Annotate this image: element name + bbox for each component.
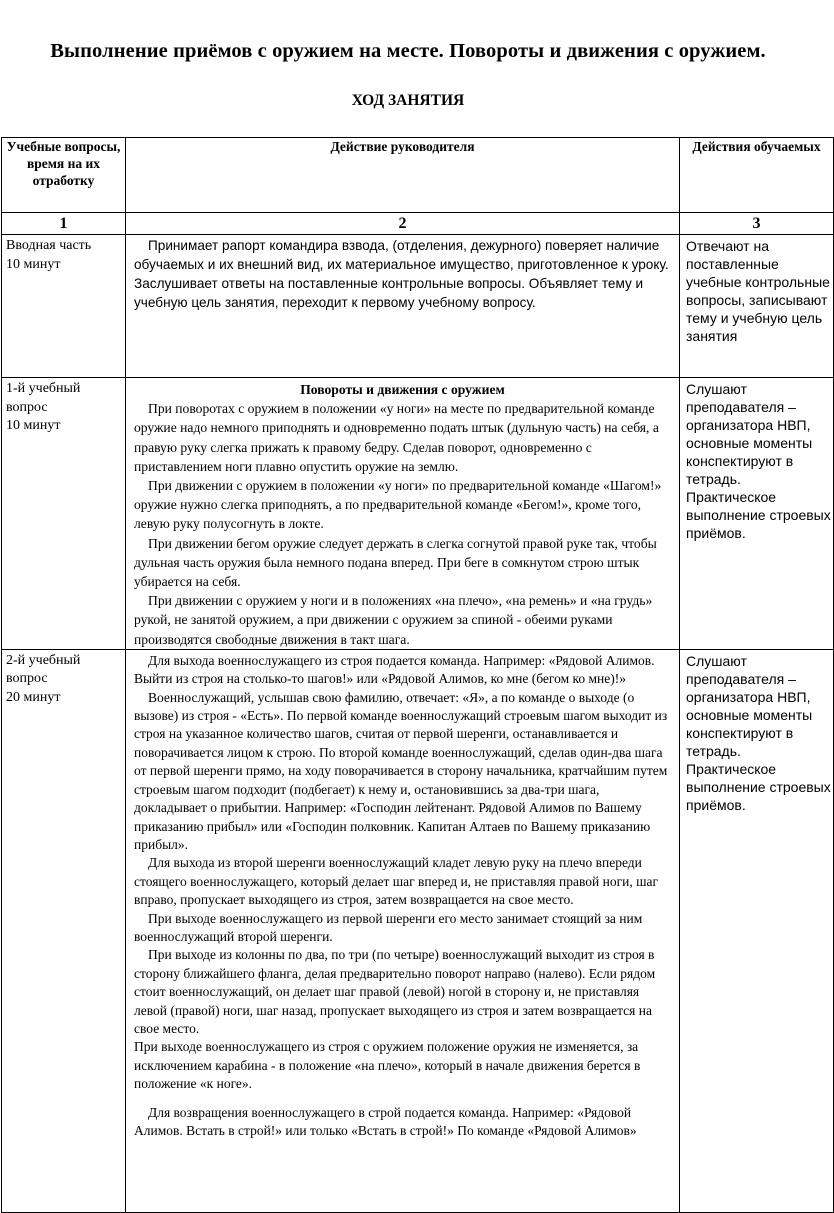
leader-cell [126,649,680,1212]
lesson-table [1,137,834,1213]
leader-cell [126,378,680,650]
question-cell [2,649,126,1212]
column-number: 1 [2,213,126,235]
header-questions: Учебные вопросы, время на их отработку [2,138,126,213]
students-cell: Отвечают на поставленные учебные контрольные вопросы, записывают тему и учебную цель занятия [680,235,834,378]
students-cell: Слушают преподавателя – организатора НВП, основные моменты конспектируют в тетрадь. Практическое выполнение строевых приёмов. [680,378,834,650]
leader-paragraph: При выходе из колонны по два, по три (по четыре) военнослужащий выходит из строя в сторону ближайшего фланга, делая предварительно поворот направо (налево). Если рядом стоит военнослужащий, он делает шаг правой (левой) ногой в сторону и, не приставляя левой (правой) ноги, шаг назад, пропускает выходящего из строя и затем возвращается на свое место. [134,947,656,1036]
leader-heading: Повороты и движения с оружием [300,382,505,397]
leader-paragraph: При поворотах с оружием в положении «у ноги» на месте по предварительной команде оружие надо немного приподнять и одновременно подать штык (дульную часть) на себя, а правую руку слегка прижать к правому бедру. Сделав поворот, одновременно с приставлением ноги плавно опустить оружие на землю. [134,401,659,474]
column-number: 3 [680,213,834,235]
leader-paragraph: При движении бегом оружие следует держать в слегка согнутой правой руке так, чтобы дульная часть оружия была немного подана вперед. При беге в сомкнутом строю штык убирается на себя. [134,535,657,590]
question-label: 2-й учебный вопрос [6,652,81,687]
question-label: 1-й учебный вопрос [6,381,81,415]
leader-paragraph: Для возвращения военнослужащего в строй подается команда. Например: «Рядовой Алимов. Встать в строй!» или только «Встать в строй!» По команде «Рядовой Алимов» [134,1104,637,1138]
column-number: 2 [126,213,680,235]
leader-paragraph: Военнослужащий, услышав свою фамилию, отвечает: «Я», а по команде о выходе (о вызове) из строя - «Есть». По первой команде военнослужащий строевым шагом выходит из строя на указанное количество шагов, считая от первой шеренги, останавливается и поворачивается лицом к строю. По второй команде военнослужащий, сделав один-два шага от первой шеренги прямо, на ходу поворачивается в сторону начальника, кратчайшим путем строевым шагом подходит (подбегает) к нему и, остановившись за два-три шага, докладывает о прибытии. Например: «Господин лейтенант. Рядовой Алимов по Вашему приказанию прибыл» или «Господин полковник. Капитан Алтаев по Вашему приказанию прибыл». [134,689,668,852]
students-cell: Слушают преподавателя – организатора НВП, основные моменты конспектируют в тетрадь. Практическое выполнение строевых приёмов. [680,649,834,1212]
leader-paragraph: Для выхода из второй шеренги военнослужащий кладет левую руку на плечо впереди стоящего военнослужащего, который делает шаг вперед и, не приставляя правой ноги, шаг вправо, пропускает выходящего из строя, затем возвращается на свое место. [134,855,659,908]
section-subtitle: ХОД ЗАНЯТИЯ [351,92,465,109]
leader-paragraph: При выходе военнослужащего из первой шеренги его место занимает стоящий за ним военнослужащий второй шеренги. [134,910,643,944]
table-row [2,378,834,650]
table-row [2,649,834,1212]
leader-paragraph: При выходе военнослужащего из строя с оружием положение оружия не изменяется, за исключением карабина - в положение «на плечо», который в начале движения берется в положение «к ноге». [134,1039,641,1092]
leader-paragraph: Принимает рапорт командира взвода, (отделения, дежурного) поверяет наличие обучаемых и их внешний вид, их материальное имущество, приготовленное к уроку. Заслушивает ответы на поставленные контрольные вопросы. Объявляет тему и учебную цель занятия, переходит к первому учебному вопросу. [134,238,669,310]
question-time: 10 минут [6,256,61,272]
leader-paragraph: При движении с оружием в положении «у ноги» по предварительной команде «Шагом!» оружие нужно слегка приподнять, а по предварительной команде «Бегом!», кроме того, левую руку полусогнуть в локте. [134,478,662,532]
header-student-actions: Действия обучаемых [680,138,834,213]
table-row [2,235,834,378]
question-time: 20 минут [6,689,61,705]
question-cell [2,378,126,650]
page-title: Выполнение приёмов с оружием на месте. Повороты и движения с оружием. [50,40,766,62]
leader-paragraph: Для выхода военнослужащего из строя подается команда. Например: «Рядовой Алимов. Выйти из строя на столько-то шагов!» или «Рядовой Алимов, ко мне (бегом ко мне)!» [134,652,655,687]
table-header-row [2,138,834,213]
leader-cell [126,235,680,378]
question-time: 10 минут [6,418,61,433]
question-cell [2,235,126,378]
leader-paragraph: При движении с оружием у ноги и в положениях «на плечо», «на ремень» и «на грудь» рукой, не занятой оружием, а при движении с оружием за спиной - обеими руками производятся свободные движения в такт шага. [134,593,653,647]
question-label: Вводная часть [6,238,92,253]
header-leader-actions: Действие руководителя [126,138,680,213]
table-number-row [2,213,834,235]
